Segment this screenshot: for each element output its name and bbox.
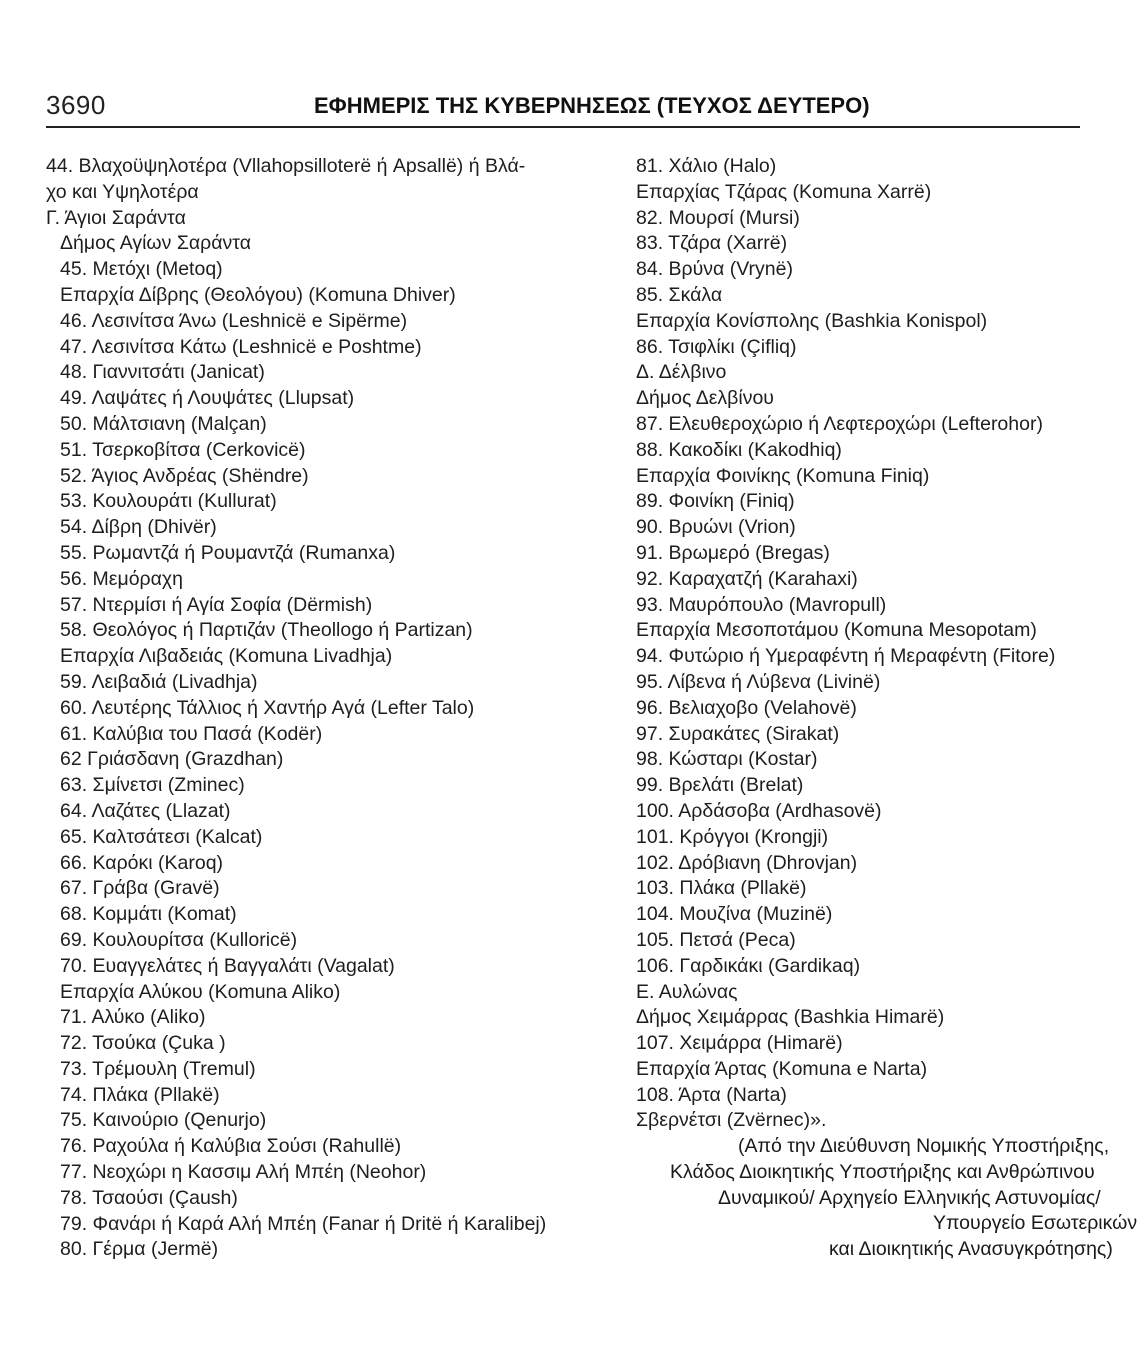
list-item: 84. Βρύνα (Vrynë) (636, 258, 793, 281)
list-item: 96. Βελιαχοβο (Velahovë) (636, 696, 857, 719)
list-item: Επαρχία Αλύκου (Komuna Aliko) (60, 980, 341, 1003)
list-item: 75. Καινούριο (Qenurjo) (60, 1109, 267, 1132)
list-item: 45. Μετόχι (Metoq) (60, 258, 223, 281)
list-item: 105. Πετσά (Peca) (636, 928, 796, 951)
section-heading: Γ. Άγιοι Σαράντα (46, 206, 186, 229)
list-item: 89. Φοινίκη (Finiq) (636, 490, 795, 513)
list-item: 69. Κουλουρίτσα (Kulloricë) (60, 928, 298, 951)
list-item: 92. Καραχατζή (Karahaxi) (636, 567, 858, 590)
list-item: 59. Λειβαδιά (Livadhja) (60, 670, 258, 693)
list-item: Ε. Αυλώνας (636, 980, 738, 1003)
list-item-line: 44. Βλαχοϋψηλοτέρα (Vllahopsilloterë ή Apsallë) ή Βλά- (46, 155, 526, 177)
page-number: 3690 (46, 90, 106, 120)
list-item: Επαρχία Άρτας (Komuna e Narta) (636, 1057, 928, 1080)
list-item: 60. Λευτέρης Τάλλιος ή Χαντήρ Αγά (Lefter Talo) (60, 696, 475, 719)
list-item: Δήμος Χειμάρρας (Bashkia Himarë) (636, 1006, 945, 1029)
list-item-line: χο και Υψηλοτέρα (46, 180, 199, 203)
list-item: 101. Κρόγγοι (Krongji) (636, 825, 829, 848)
list-item: 73. Τρέμουλη (Tremul) (60, 1057, 256, 1080)
list-item: 49. Λαψάτες ή Λουψάτες (Llupsat) (60, 387, 355, 410)
list-item: 61. Καλύβια του Πασά (Kodër) (60, 722, 323, 745)
list-item: 50. Μάλτσιανη (Malçan) (60, 412, 267, 435)
list-item: 52. Άγιος Ανδρέας (Shëndre) (60, 464, 309, 487)
list-item: 104. Μουζίνα (Muzinë) (636, 903, 833, 926)
list-item: 83. Τζάρα (Xarrë) (636, 232, 788, 255)
list-item: Δ. Δέλβινο (636, 361, 727, 384)
list-item: 90. Βρυώνι (Vrion) (636, 516, 796, 539)
list-item (46, 154, 620, 206)
list-item: 57. Ντερμίσι ή Αγία Σοφία (Dërmish) (60, 593, 373, 616)
list-item: 78. Τσαούσι (Çaush) (60, 1186, 238, 1209)
list-item: Δήμος Δελβίνου (636, 387, 774, 410)
list-item: 97. Συρακάτες (Sirakat) (636, 722, 840, 745)
list-item: 72. Τσούκα (Çuka ) (60, 1032, 226, 1055)
signature-line: Κλάδος Διοικητικής Υποστήριξης και Ανθρώπινου (670, 1160, 1095, 1183)
left-column (46, 154, 620, 1263)
signature-line: Υπουργείο Εσωτερικών (933, 1212, 1137, 1235)
list-item: Δήμος Αγίων Σαράντα (60, 232, 251, 255)
page-header (46, 88, 1080, 124)
signature-line: Δυναμικού/ Αρχηγείο Ελληνικής Αστυνομίας/ (718, 1186, 1101, 1209)
list-item: 99. Βρελάτι (Brelat) (636, 774, 804, 797)
list-item: 108. Άρτα (Narta) (636, 1083, 787, 1106)
list-item: 53. Κουλουράτι (Kullurat) (60, 490, 277, 513)
list-item: 71. Αλύκο (Aliko) (60, 1006, 206, 1029)
list-item: 82. Μουρσί (Mursi) (636, 206, 800, 229)
signature-block (640, 1134, 1137, 1263)
list-item: 87. Ελευθεροχώριο ή Λεφτεροχώρι (Lefterohor) (636, 412, 1043, 435)
list-item: 102. Δρόβιανη (Dhrovjan) (636, 851, 858, 874)
list-item: 64. Λαζάτες (Llazat) (60, 799, 231, 822)
list-item: 76. Ραχούλα ή Καλύβια Σούσι (Rahullë) (60, 1135, 402, 1158)
list-item: 107. Χειμάρρα (Himarë) (636, 1032, 843, 1055)
gazette-title: ΕΦΗΜΕΡΙΣ ΤΗΣ ΚΥΒΕΡΝΗΣΕΩΣ (ΤΕΥΧΟΣ ΔΕΥΤΕΡΟ) (314, 93, 870, 118)
list-item: 93. Μαυρόπουλο (Mavropull) (636, 593, 887, 616)
list-item: Σβερνέτσι (Zvërnec)». (636, 1109, 827, 1132)
list-item: 85. Σκάλα (636, 283, 723, 306)
list-item: 91. Βρωμερό (Bregas) (636, 541, 830, 564)
list-item: 79. Φανάρι ή Καρά Αλή Μπέη (Fanar ή Dritë ή Karalibej) (60, 1212, 547, 1235)
list-item: 51. Τσερκοβίτσα (Cerkovicë) (60, 438, 306, 461)
list-item: 62 Γριάσδανη (Grazdhan) (60, 748, 284, 771)
list-item: 103. Πλάκα (Pllakë) (636, 877, 807, 900)
list-item: 70. Ευαγγελάτες ή Βαγγαλάτι (Vagalat) (60, 954, 395, 977)
list-item: Επαρχία Κονίσπολης (Bashkia Konispol) (636, 309, 988, 332)
list-item: 95. Λίβενα ή Λύβενα (Livinë) (636, 670, 881, 693)
list-item: 66. Καρόκι (Karoq) (60, 851, 224, 874)
list-item: 55. Ρωμαντζά ή Ρουμαντζά (Rumanxa) (60, 541, 396, 564)
list-item: Επαρχία Λιβαδειάς (Komuna Livadhja) (60, 645, 393, 668)
list-item: 68. Κομμάτι (Komat) (60, 903, 237, 926)
signature-line: και Διοικητικής Ανασυγκρότησης) (829, 1238, 1113, 1261)
list-item: 56. Μεμόραχη (60, 567, 183, 590)
list-item: 106. Γαρδικάκι (Gardikaq) (636, 954, 861, 977)
signature-line: (Από την Διεύθυνση Νομικής Υποστήριξης, (738, 1135, 1110, 1157)
list-item: 58. Θεολόγος ή Παρτιζάν (Theollogo ή Partizan) (60, 619, 473, 642)
list-item: Επαρχία Μεσοποτάμου (Komuna Mesopotam) (636, 619, 1037, 642)
list-item: 88. Κακοδίκι (Kakodhiq) (636, 438, 842, 461)
list-item: 54. Δίβρη (Dhivër) (60, 516, 217, 539)
list-item: 63. Σμίνετσι (Zminec) (60, 774, 245, 797)
list-item: 81. Χάλιο (Halo) (636, 155, 777, 177)
list-item: 77. Νεοχώρι η Κασσιμ Αλή Μπέη (Neohor) (60, 1161, 427, 1184)
list-item: 67. Γράβα (Gravë) (60, 877, 220, 900)
right-column (636, 154, 1080, 1134)
list-item: 48. Γιαννιτσάτι (Janicat) (60, 361, 265, 384)
list-item: 65. Καλτσάτεσι (Kalcat) (60, 825, 263, 848)
list-item: 47. Λεσινίτσα Κάτω (Leshnicë e Poshtme) (60, 335, 422, 358)
list-item: 100. Αρδάσοβα (Ardhasovë) (636, 799, 882, 822)
list-item: 94. Φυτώριο ή Υμεραφέντη ή Μεραφέντη (Fitore) (636, 645, 1056, 668)
list-item: 80. Γέρμα (Jermë) (60, 1238, 219, 1261)
list-item: Επαρχία Δίβρης (Θεολόγου) (Komuna Dhiver) (60, 283, 456, 306)
list-item: Επαρχίας Τζάρας (Komuna Xarrë) (636, 180, 932, 203)
list-item: 86. Τσιφλίκι (Çifliq) (636, 335, 797, 358)
list-item: Επαρχία Φοινίκης (Komuna Finiq) (636, 464, 930, 487)
list-item: 46. Λεσινίτσα Άνω (Leshnicë e Sipërme) (60, 309, 408, 332)
list-item: 98. Κώσταρι (Kostar) (636, 748, 818, 771)
list-item: 74. Πλάκα (Pllakë) (60, 1083, 220, 1106)
header-rule (46, 126, 1080, 128)
